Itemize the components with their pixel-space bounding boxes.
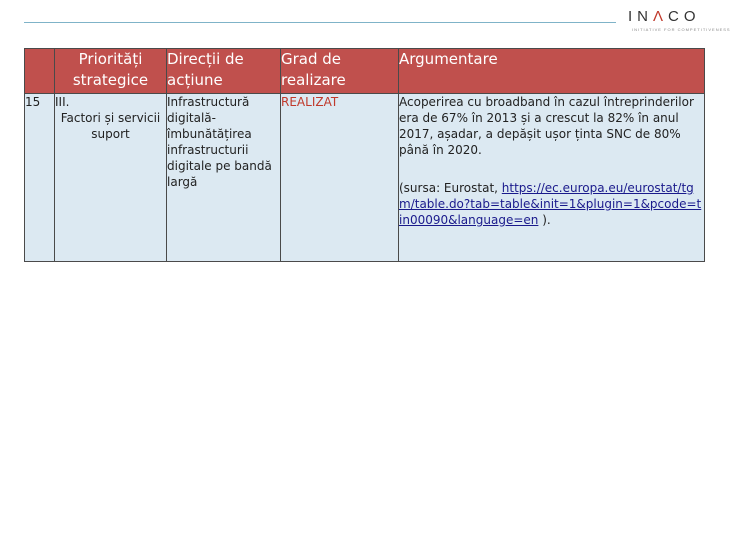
logo-tagline: INITIATIVE FOR COMPETITIVENESS	[632, 27, 731, 32]
priority-code: III.	[55, 95, 70, 109]
header-divider	[24, 22, 616, 23]
eurostat-link[interactable]: https://ec.europa.eu/eurostat/tgm/table.do?tab=table&init=1&plugin=1&pcode=tin00090&language=en	[399, 181, 702, 227]
strategy-table	[24, 48, 705, 262]
grade-status: REALIZAT	[281, 94, 399, 262]
logo-text-end: CO	[668, 8, 701, 25]
table-header-row	[25, 49, 705, 94]
argument-text: Acoperirea cu broadband în cazul întreprinderilor era de 67% în 2013 și a crescut la 82% în anul 2017, așadar, a depășit ușor ținta SNC de 80% până în 2020.	[399, 95, 694, 157]
source-prefix: (sursa: Eurostat,	[399, 181, 502, 195]
header-priorities: Priorități strategice	[55, 49, 167, 94]
direction-cell: Infrastructură digitală-îmbunătățirea infrastructurii digitale pe bandă largă	[167, 94, 281, 262]
row-number: 15	[25, 94, 55, 262]
priority-text: Factori și servicii suport	[60, 111, 161, 141]
table-row	[25, 94, 705, 262]
logo-text-start: IN	[628, 8, 653, 25]
priority-cell	[55, 94, 167, 262]
logo-wordmark	[628, 8, 701, 25]
argument-cell	[399, 94, 705, 262]
header-grade: Grad de realizare	[281, 49, 399, 94]
source-suffix: ).	[538, 213, 551, 227]
header-argument: Argumentare	[399, 49, 705, 94]
paragraph-gap	[399, 158, 704, 180]
header-number	[25, 49, 55, 94]
inaco-logo	[628, 8, 731, 34]
logo-text-accent: Λ	[653, 8, 669, 25]
header-directions: Direcții de acțiune	[167, 49, 281, 94]
source-note	[399, 180, 704, 228]
